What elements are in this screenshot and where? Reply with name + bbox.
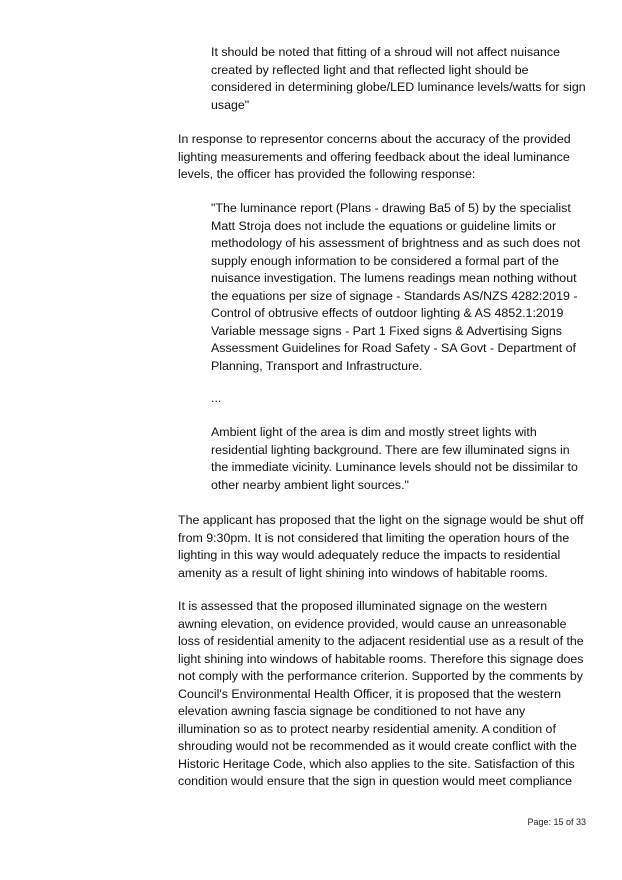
assessment-paragraph: It is assessed that the proposed illuminated signage on the western awning elevation, on evidence provided, would cause an unreasonable loss of residential amenity to the adjacent residential use as a result of the light shining into windows of habitable rooms. Therefore this signage does not comply with the performance criterion. Supported by the comments by Council's Environmental Health Officer, it is proposed that the western elevation awning fascia signage be conditioned to not have any illumination so as to protect nearby residential amenity. A condition of shrouding would not be recommended as it would create conflict with the Historic Heritage Code, which also applies to the site. Satisfaction of this condition would ensure that the sign in question would meet compliance: [178, 599, 584, 788]
page-number: Page: 15 of 33: [527, 817, 586, 827]
applicant-paragraph: The applicant has proposed that the light on the signage would be shut off from 9:30pm. It is not considered that limiting the operation hours of the lighting in this way would adequately reduce the impacts to residential amenity as a result of light shining into windows of habitable rooms.: [178, 513, 584, 580]
quote-shroud-paragraph: It should be noted that fitting of a shroud will not affect nuisance created by reflected light and that reflected light should be considered in determining globe/LED luminance levels/watts for sign usage": [211, 45, 586, 112]
quote-ambient-paragraph: Ambient light of the area is dim and mostly street lights with residential lighting background. There are few illuminated signs in the immediate vicinity. Luminance levels should not be dissimilar to other nearby ambient light sources.": [211, 425, 578, 492]
quote-luminance-paragraph: "The luminance report (Plans - drawing Ba5 of 5) by the specialist Matt Stroja does not include the equations or guideline limits or methodology of his assessment of brightness and as such does not supply enough information to be considered a formal part of the nuisance investigation. The lumens readings mean nothing without the equations per size of signage - Standards AS/NZS 4282:2019 - Control of obtrusive effects of outdoor lighting & AS 4852.1:2019 Variable message signs - Part 1 Fixed signs & Advertising Signs Assessment Guidelines for Road Safety - SA Govt - Department of Planning, Transport and Infrastructure.: [211, 201, 581, 373]
ellipsis-text: ...: [211, 391, 222, 405]
response-intro-paragraph: In response to representor concerns about the accuracy of the provided lighting measurements and offering feedback about the ideal luminance levels, the officer has provided the following response:: [178, 132, 571, 181]
